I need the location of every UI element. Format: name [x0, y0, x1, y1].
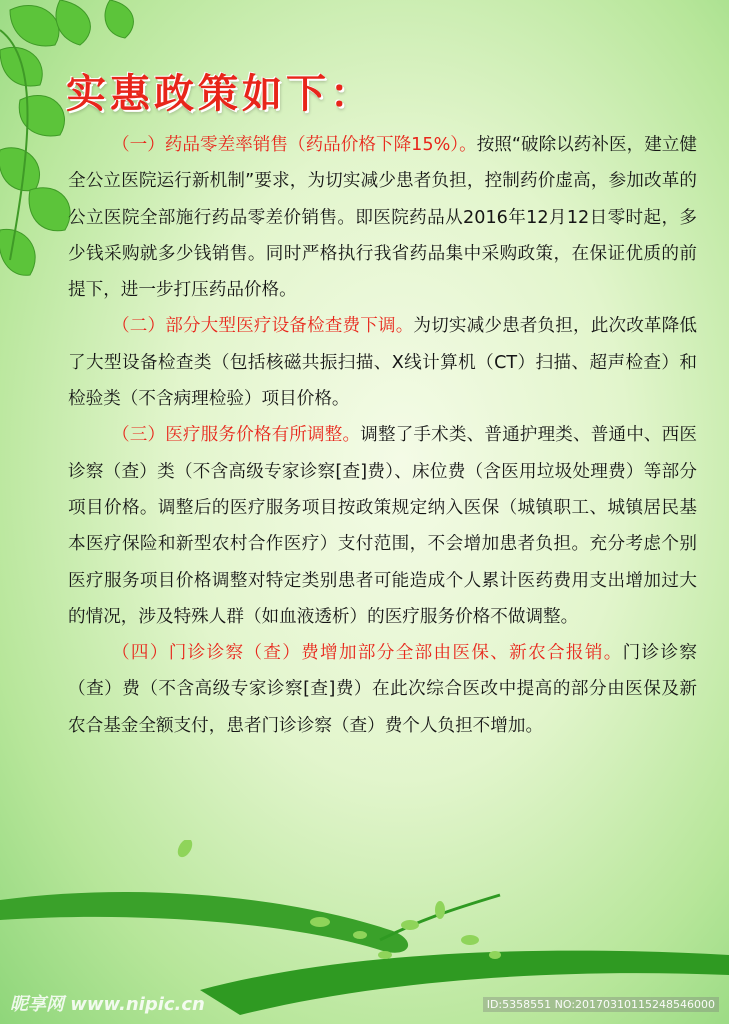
policy-section-4	[68, 635, 697, 744]
section-body: 为切实减少患者负担，此次改革降低了大型设备检查类（包括核磁共振扫描、X线计算机（CT）扫描、超声检查）和检验类（不含病理检验）项目价格。	[68, 316, 697, 410]
section-heading: （二）部分大型医疗设备检查费下调。	[112, 316, 414, 337]
policy-section-3	[68, 417, 697, 635]
policy-content	[68, 127, 697, 744]
section-heading: （三）医疗服务价格有所调整。	[112, 425, 361, 446]
section-body: 门诊诊察（查）费（不含高级专家诊察[查]费）在此次综合医改中提高的部分由医保及新农合基金全额支付，患者门诊诊察（查）费个人负担不增加。	[68, 643, 697, 736]
section-heading: （一）药品零差率销售（药品价格下降15%）。	[112, 135, 477, 155]
section-body: 按照“破除以药补医，建立健全公立医院运行新机制”要求，为切实减少患者负担，控制药价虚高，参加改革的公立医院全部施行药品零差价销售。即医院药品从2016年12月12日零时起，多少钱采购就多少钱销售。同时严格执行我省药品集中采购政策，在保证优质的前提下，进一步打压药品价格。	[68, 135, 697, 301]
section-heading: （四）门诊诊察（查）费增加部分全部由医保、新农合报销。	[112, 643, 623, 664]
policy-section-1	[68, 127, 697, 308]
watermark-id: ID:5358551 NO:20170310115248546000	[483, 997, 719, 1012]
watermark-logo: 昵享网 www.nipic.cn	[10, 994, 205, 1015]
page-title: 实惠政策如下：	[66, 71, 374, 117]
section-body: 调整了手术类、普通护理类、普通中、西医诊察（查）类（不含高级专家诊察[查]费）、床位费（含医用垃圾处理费）等部分项目价格。调整后的医疗服务项目按政策规定纳入医保（城镇职工、城镇居民基本医疗保险和新型农村合作医疗）支付范围，不会增加患者负担。充分考虑个别医疗服务项目价格调整对特定类别患者可能造成个人累计医药费用支出增加过大的情况，涉及特殊人群（如血液透析）的医疗服务价格不做调整。	[68, 425, 697, 627]
policy-section-2	[68, 308, 697, 417]
